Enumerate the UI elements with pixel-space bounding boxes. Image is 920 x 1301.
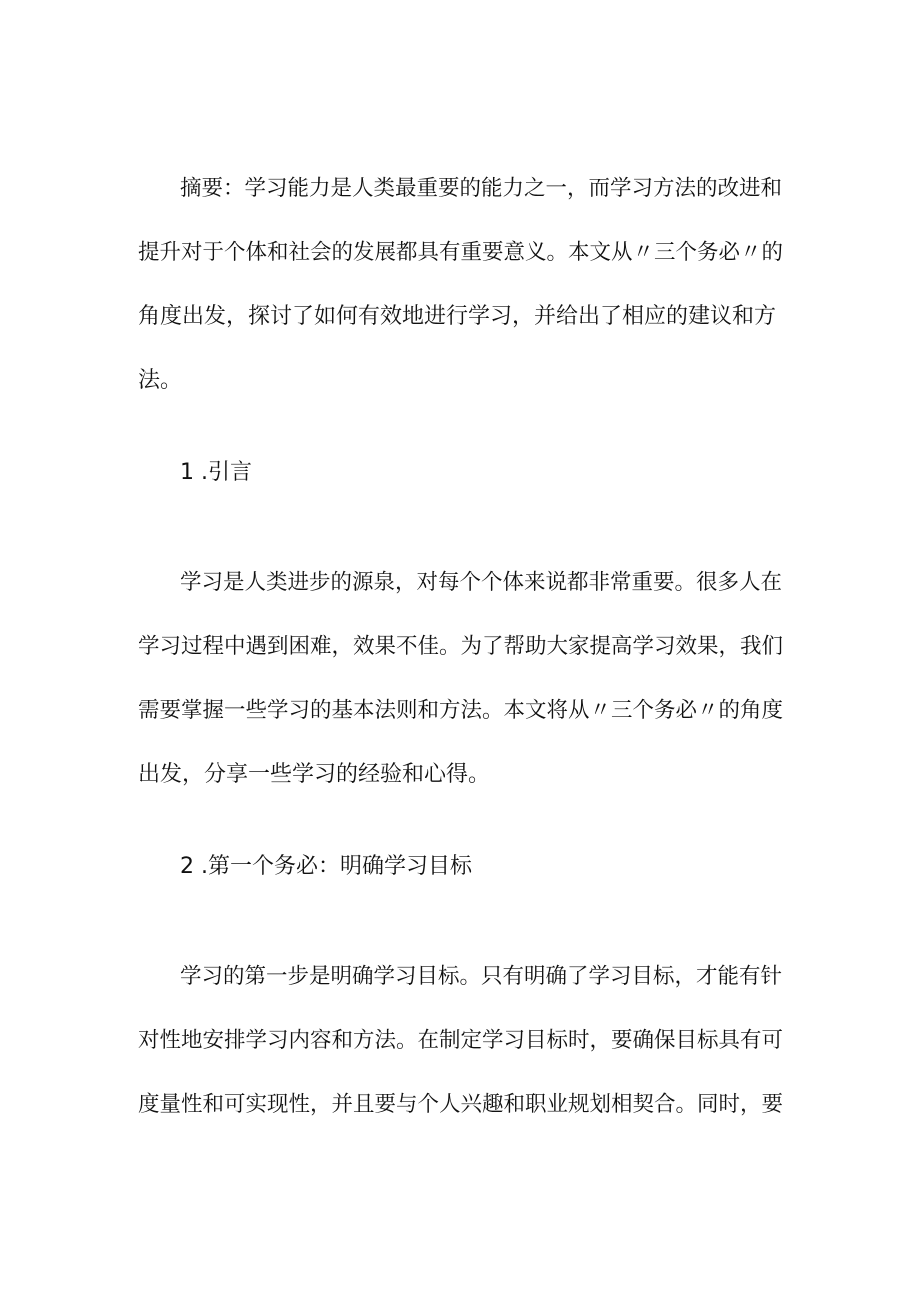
section-1-line-1: 学习是人类进步的源泉，对每个个体来说都非常重要。很多人在 xyxy=(180,570,783,595)
section-2-line-1: 学习的第一步是明确学习目标。只有明确了学习目标，才能有针 xyxy=(180,964,783,989)
section-2-line-3: 度量性和可实现性，并且要与个人兴趣和职业规划相契合。同时，要 xyxy=(138,1092,784,1117)
abstract-line-2: 提升对于个体和社会的发展都具有重要意义。本文从〃三个务必〃的 xyxy=(138,240,784,265)
abstract-line-4: 法。 xyxy=(138,368,183,393)
section-2-line-2: 对性地安排学习内容和方法。在制定学习目标时，要确保目标具有可 xyxy=(138,1028,784,1053)
abstract-line-1: 摘要：学习能力是人类最重要的能力之一，而学习方法的改进和 xyxy=(180,176,783,201)
section-1-line-3: 需要掌握一些学习的基本法则和方法。本文将从〃三个务必〃的角度 xyxy=(138,698,784,723)
section-1-line-4: 出发，分享一些学习的经验和心得。 xyxy=(138,762,491,787)
section-2-heading: 2 .第一个务必：明确学习目标 xyxy=(180,854,472,879)
section-1-line-2: 学习过程中遇到困难，效果不佳。为了帮助大家提高学习效果，我们 xyxy=(138,634,784,659)
abstract-line-3: 角度出发，探讨了如何有效地进行学习，并给出了相应的建议和方 xyxy=(138,304,777,329)
section-1-heading: 1 .引言 xyxy=(180,460,252,485)
